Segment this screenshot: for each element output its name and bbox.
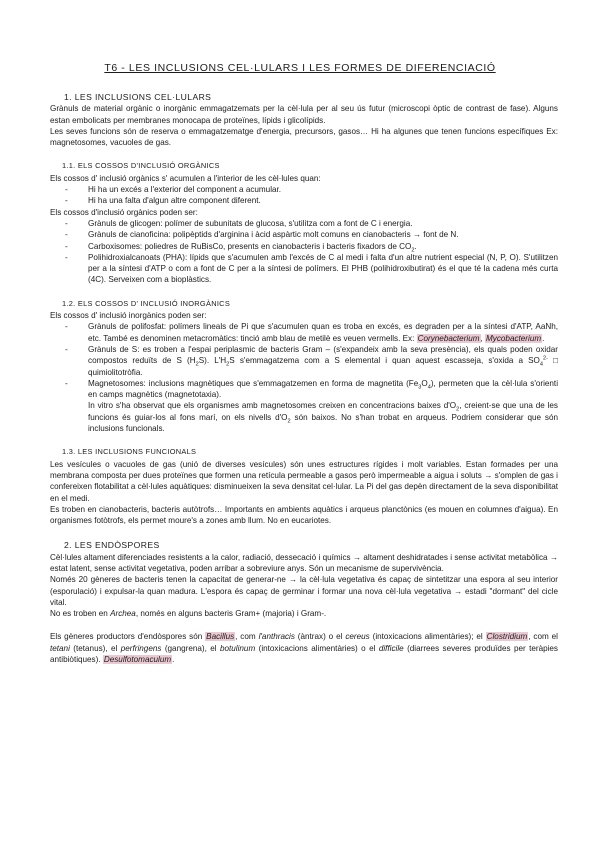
highlight: Desulfotomaculum xyxy=(103,655,172,665)
paragraph: Les vesícules o vacuoles de gas (unió de diverses vesícules) són unes estructures rígides i molt variables. Estan formades per una membrana composta per dues proteïnes que formen una retícula permeable a gasos però impermeable a aigua i soluts → s'omplen de gas i confereixen flotabilitat a cèl·lules aquàtiques: disminueixen la seva densitat cel·lular. La Pi del gas depèn directament de la seva disponibilitat en el medi. xyxy=(50,459,558,503)
heading-organic: 1.1. ELS COSSOS D'INCLUSIÓ ORGÀNICS xyxy=(62,161,220,171)
list-item: - Hi ha un excés a l'exterior del component a acumular. xyxy=(50,184,558,195)
paragraph: Grànuls de material orgànic o inorgànic emmagatzemats per la cèl·lula per al seu ús futur (microscopi òptic de contrast de fase). Alguns estan embolicats per membranes monocapa de proteïnes, lípids i glicolípids. xyxy=(50,104,558,125)
highlight: Bacillus xyxy=(206,632,235,642)
heading-functional: 1.3. LES INCLUSIONS FUNCIONALS xyxy=(62,447,197,457)
document-body xyxy=(50,86,558,665)
list-item: - Magnetosomes: inclusions magnètiques que s'emmagatzemen en forma de magnetita $(Fe_3O_4)$, permeten que la cèl·lula s'orienti en camps magnètics (magnetotaxia). xyxy=(50,378,558,401)
paragraph: Cèl·lules altament diferenciades resistents a la calor, radiació, dessecació i químics → altament deshidratades i sense activitat metabòlica → estat latent, sense activitat vegetativa, poden arribar a sobreviure anys. Són un mecanisme de supervivència. xyxy=(50,552,558,573)
paragraph: Els gèneres productors d'endòspores són Bacillus, com l'anthracis (àntrax) o el cereus (intoxicacions alimentàries); el Clostridium, com el tetani (tetanus), el perfringens (gangrena), el botulinum (intoxicacions alimentàries) o el difficile (diarrees severes produïdes per teràpies antibiòtiques). Desulfotomaculum. xyxy=(50,632,558,665)
condition-list xyxy=(50,184,558,207)
paragraph: No es troben en Archea, només en alguns bacteris Gram+ (majoria) i Gram-. xyxy=(50,609,327,619)
paragraph: Les seves funcions són de reserva o emmagatzematge d'energia, precursors, gasos… Hi ha algunes que tenen funcions específiques Ex: magnetosomes, vacuoles de gas. xyxy=(50,126,558,148)
paragraph: Els cossos d'inclusió orgànics poden ser: xyxy=(50,207,198,217)
highlight: Clostridium xyxy=(486,632,528,642)
paragraph: In vitro s'ha observat que els organismes amb magnetosomes creixen en concentracions baixes $d'O_2$, creient-se que una de les funcions és guiar-los al fons marí, on els nivells $d'O_2$ són baixos. No s'han trobat en arqueus. Podriem considerar que són inclusions funcionals. xyxy=(88,401,559,434)
organic-list xyxy=(50,218,558,286)
list-item: - Polihidroxialcanoats (PHA): lípids que s'acumulen amb l'excés de C al medi i falta d'un altre nutrient especial (N, P, O). S'utilitzen per a la síntesi d'ATP o com a font de C per a la síntesi de polímers. El PHB (polihidroxibutirat) és el que té la cadena més curta (4C). Serveixen com a bioplàstics. xyxy=(50,252,558,286)
highlight: Corynebacterium xyxy=(417,333,480,343)
list-item: - Grànuls de glicogen: polímer de subunitats de glucosa, s'utilitza com a font de C i energia. xyxy=(50,218,558,229)
inorganic-list xyxy=(50,321,558,400)
paragraph: Només 20 gèneres de bacteris tenen la capacitat de generar-ne → la cèl·lula vegetativa és capaç de sintetitzar una espora al seu interior (esporulació) i expulsar-la quan madura. L'espora és capaç de germinar i formar una nova cèl·lula vegetativa → estadi "dormant" del cicle vital. xyxy=(50,575,558,607)
list-item: - Grànuls de S: es troben a l'espai periplasmic de bacteris Gram – (s'expandeix amb la seva presència), els quals poden oxidar compostos reduïts de S $(H_2S)$. $L'H_2S$ s'emmagatzema com a S elemental i quan aquest escasseja, s'oxida a $SO_4^{2-}$ □ quimiolitotròfia. xyxy=(50,344,558,378)
highlight: Mycobacterium xyxy=(486,333,542,343)
list-item: - Grànuls de cianoficina: polipèptids d'arginina i àcid aspàrtic molt comuns en cianobacteris → font de N. xyxy=(50,229,558,240)
document-title: T6 - LES INCLUSIONS CEL·LULARS I LES FORMES DE DIFERENCIACIÓ xyxy=(104,62,496,74)
paragraph: Els cossos d' inclusió orgànics s' acumulen a l'interior de les cèl·lules quan: xyxy=(50,173,321,183)
paragraph: Els cossos d' inclusió inorgànics poden ser: xyxy=(50,311,207,321)
heading-inclusions: 1. LES INCLUSIONS CEL·LULARS xyxy=(64,92,212,102)
heading-endospores: 2. LES ENDÒSPORES xyxy=(64,540,160,551)
list-item: - Grànuls de polifosfat: polímers lineals de Pi que s'acumulen quan es troba en excés, es degraden per a la síntesi d'ATP, AaNh, etc. També es denominen metacromàtics: tinció amb blau de metilè es veuen vermells. Ex: Corynebacterium, Mycobacterium. xyxy=(50,321,558,344)
paragraph: Es troben en cianobacteris, bacteris autòtrofs… Importants en ambients aquàtics i arqueus planctònics (es mouen en columnes d'aigua). En organismes fotòtrofs, els permet moure's a zones amb llum. No en eucariotes. xyxy=(50,504,558,526)
list-item: - Hi ha una falta d'algun altre component diferent. xyxy=(50,195,558,206)
list-item: - Carboxisomes: poliedres de RuBisCo, presents en cianobacteris i bacteris fixadors de $CO_2$. xyxy=(50,241,558,252)
heading-inorganic: 1.2. ELS COSSOS D' INCLUSIÓ INORGÀNICS xyxy=(62,298,231,308)
